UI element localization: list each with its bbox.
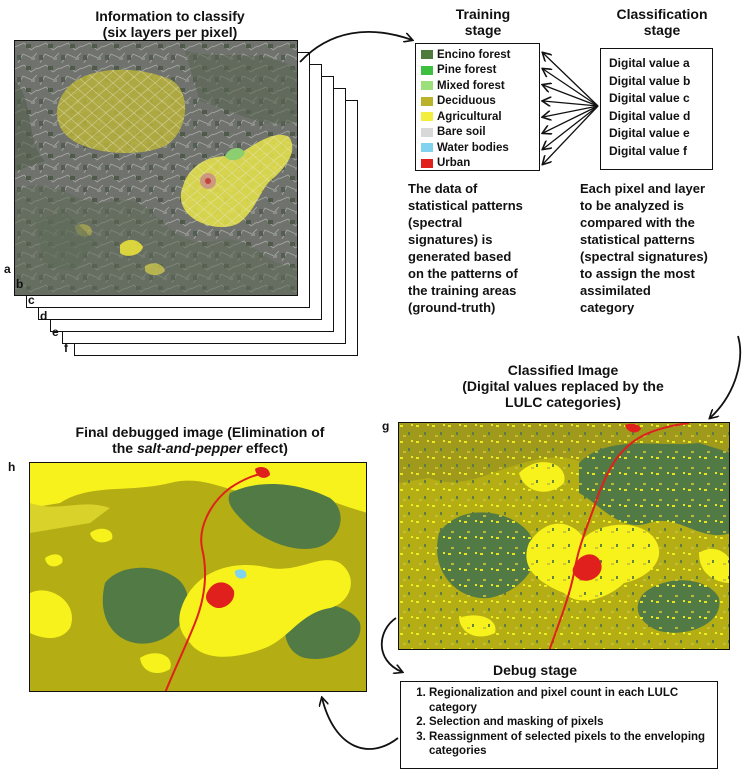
deciduous-swatch [421,97,433,106]
debug-step-2: 2. Selection and masking of pixels [429,715,713,730]
legend-label: Agricultural [437,110,502,123]
classification-title [592,6,732,38]
fan-arrow [543,101,598,106]
fan-arrow [543,106,598,117]
legend-label: Mixed forest [437,79,505,92]
fan-arrow [543,53,598,106]
training-description [408,180,548,316]
legend-item-pine-forest [421,63,539,79]
classification-description-line: category [580,300,635,315]
classification-description-line: to be analyzed is [580,198,685,213]
legend-item-bare-soil [421,125,539,141]
debug-steps-box [400,681,718,769]
arrow-debug-to-final [322,698,398,749]
fan-arrow [543,69,598,106]
final-title-prefix: the [112,440,137,456]
fan-arrow [543,106,598,133]
debug-title: Debug stage [492,662,577,678]
training-description-line: The data of [408,181,478,196]
classification-title-line2: stage [643,22,681,38]
final-letter: h [8,460,16,474]
agricultural-swatch [421,112,433,121]
final-title-suffix: effect) [242,440,288,456]
classification-description-line: Each pixel and layer [580,181,706,196]
fan-arrow [543,106,598,164]
training-description-line: (spectral [408,215,463,230]
training-description-line: on the patterns of [408,266,518,281]
legend-item-water-bodies [421,140,539,156]
training-description-line: statistical patterns [408,198,523,213]
legend-item-deciduous [421,94,539,110]
info-title-line2: (six layers per pixel) [102,24,238,40]
digital-value-e: Digital value e [609,126,690,140]
classified-title [398,362,728,410]
layer-letter-c: c [28,293,35,307]
debug-step-3: 3. Reassignment of selected pixels to the enveloping categories [429,730,713,759]
layer-letter-f: f [64,341,68,355]
digital-value-c: Digital value c [609,91,690,105]
info-title [40,8,300,40]
final-title [25,424,375,456]
final-image [29,462,367,692]
legend-label: Bare soil [437,126,486,139]
layer-letter-d: d [40,309,48,323]
digital-value-f: Digital value f [609,143,688,158]
training-title-line1: Training [455,6,511,22]
legend-item-urban [421,156,539,172]
classification-title-line1: Classification [616,6,708,22]
training-description-line: the training areas [408,283,517,298]
encino-forest-swatch [421,50,433,59]
training-description-line: generated based [408,249,512,264]
mixed-forest-swatch [421,81,433,90]
legend-label: Deciduous [437,95,496,108]
digital-value-a: Digital value a [609,56,690,70]
classification-description-line: assimilated [580,283,651,298]
classification-description-line: compared with the [580,215,695,230]
debug-step-1: 1. Regionalization and pixel count in each LULC category [429,686,713,715]
classified-letter: g [382,419,390,433]
legend-item-encino-forest [421,47,539,63]
digital-value-d: Digital value d [609,108,691,123]
pine-forest-swatch [421,66,433,75]
arrow-image-to-training [300,32,412,62]
classification-description-line: (spectral signatures) [580,249,708,264]
debug-steps-list [405,686,713,759]
training-title [418,6,548,38]
classification-description-line: to assign the most [580,266,695,281]
water-bodies-swatch [421,143,433,152]
info-title-line1: Information to classify [95,8,245,24]
legend-label: Encino forest [437,48,511,61]
final-title-line1: Final debugged image (Elimination of [75,424,325,440]
classified-image [398,422,730,650]
urban-swatch [421,159,433,168]
satellite-image [14,40,298,296]
training-legend [415,43,540,171]
layer-letter-a: a [4,262,11,276]
training-description-line: signatures) is [408,232,493,247]
fan-arrow [543,85,598,106]
digital-values-box [600,48,713,170]
legend-label: Urban [437,157,471,170]
final-title-italic: salt-and-pepper [136,440,242,456]
classified-title-line3: LULC categories) [505,394,621,410]
training-title-line2: stage [464,22,502,38]
final-title-line2 [25,440,375,456]
legend-item-agricultural [421,109,539,125]
classification-description-line: statistical patterns [580,232,695,247]
classification-description [580,180,740,316]
classified-title-line2: (Digital values replaced by the [462,378,664,394]
legend-item-mixed-forest [421,78,539,94]
training-description-line: (ground-truth) [408,300,496,315]
legend-label: Pine forest [437,64,497,77]
layer-letter-b: b [16,277,24,291]
layer-letter-e: e [52,325,59,339]
classified-title-line1: Classified Image [507,362,619,378]
legend-label: Water bodies [437,141,509,154]
digital-value-b: Digital value b [609,73,691,88]
bare-soil-swatch [421,128,433,137]
fan-arrow [543,106,598,149]
